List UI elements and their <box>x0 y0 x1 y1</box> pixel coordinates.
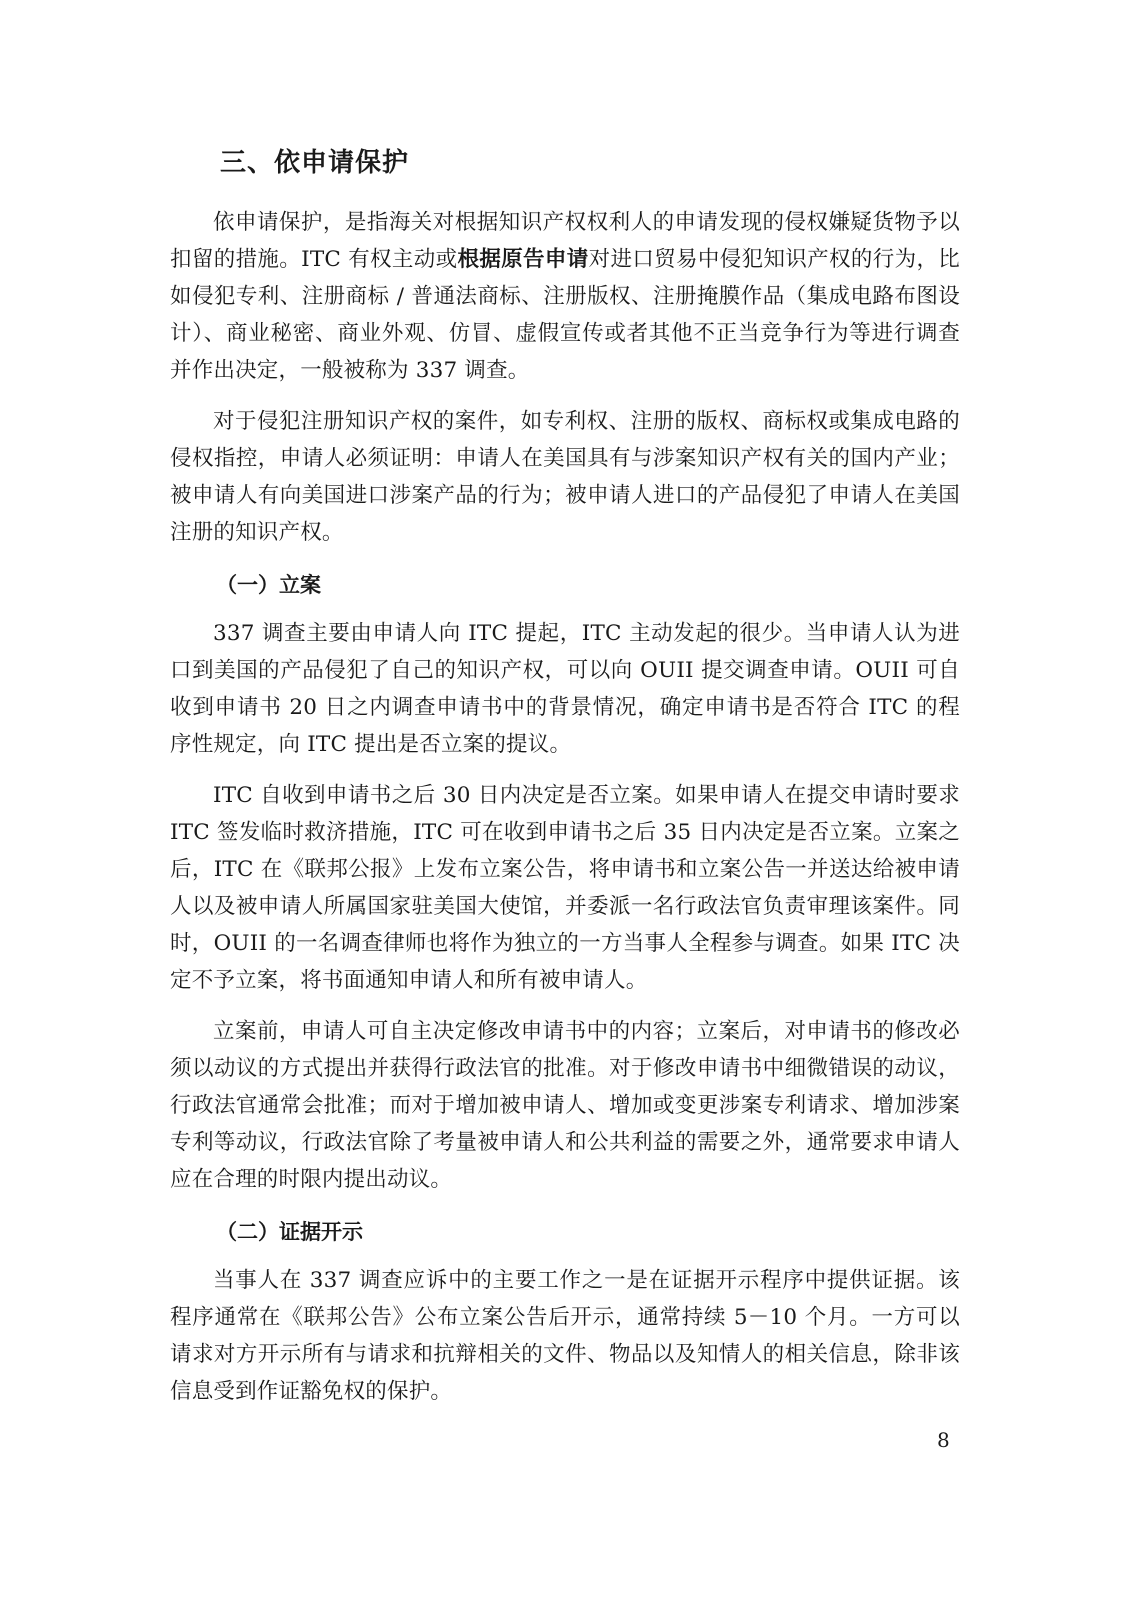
paragraph-filing-2: ITC 自收到申请书之后 30 日内决定是否立案。如果申请人在提交申请时要求 ITC 签发临时救济措施，ITC 可在收到申请书之后 35 日内决定是否立案。立案之后，ITC 在《联邦公报》上发布立案公告，将申请书和立案公告一并送达给被申请人以及被申请人所属国家驻美国大使馆，并委派一名行政法官负责审理该案件。同时，OUII 的一名调查律师也将作为独立的一方当事人全程参与调查。如果 ITC 决定不予立案，将书面通知申请人和所有被申请人。 <box>170 783 960 993</box>
paragraph-filing-3: 立案前，申请人可自主决定修改申请书中的内容；立案后，对申请书的修改必须以动议的方式提出并获得行政法官的批准。对于修改申请书中细微错误的动议，行政法官通常会批准；而对于增加被申请人、增加或变更涉案专利请求、增加涉案专利等动议，行政法官除了考量被申请人和公共利益的需要之外，通常要求申请人应在合理的时限内提出动议。 <box>170 1019 960 1192</box>
section-heading: 三、依申请保护 <box>220 148 410 178</box>
paragraph-intro-part1: 依申请保护，是指海关对根据知识产权权利人的申请发现的侵权嫌疑货物予以扣留的措施。ITC 有权主动或 <box>170 210 960 272</box>
paragraph-filing-1: 337 调查主要由申请人向 ITC 提起，ITC 主动发起的很少。当申请人认为进口到美国的产品侵犯了自己的知识产权，可以向 OUII 提交调查申请。OUII 可自收到申请书 20 日之内调查申请书中的背景情况，确定申请书是否符合 ITC 的程序性规定，向 ITC 提出是否立案的提议。 <box>170 621 960 757</box>
subsection-heading-filing: （一）立案 <box>216 573 321 597</box>
paragraph-discovery-1: 当事人在 337 调查应诉中的主要工作之一是在证据开示程序中提供证据。该程序通常在《联邦公告》公布立案公告后开示，通常持续 5－10 个月。一方可以请求对方开示所有与请求和抗辩相关的文件、物品以及知情人的相关信息，除非该信息受到作证豁免权的保护。 <box>170 1268 960 1404</box>
page-content <box>170 140 960 1424</box>
subsection-heading-discovery: （二）证据开示 <box>216 1220 363 1244</box>
page-number: 8 <box>937 1428 950 1452</box>
paragraph-intro-bold: 根据原告申请 <box>457 247 589 272</box>
paragraph-intro <box>170 204 960 389</box>
paragraph-intro-part2: 对进口贸易中侵犯知识产权的行为，比如侵犯专利、注册商标 / 普通法商标、注册版权、注册掩膜作品（集成电路布图设计）、商业秘密、商业外观、仿冒、虚假宣传或者其他不正当竞争行为等进行调查并作出决定，一般被称为 337 调查。 <box>170 247 961 383</box>
paragraph-requirements: 对于侵犯注册知识产权的案件，如专利权、注册的版权、商标权或集成电路的侵权指控，申请人必须证明：申请人在美国具有与涉案知识产权有关的国内产业；被申请人有向美国进口涉案产品的行为；被申请人进口的产品侵犯了申请人在美国注册的知识产权。 <box>170 409 960 545</box>
